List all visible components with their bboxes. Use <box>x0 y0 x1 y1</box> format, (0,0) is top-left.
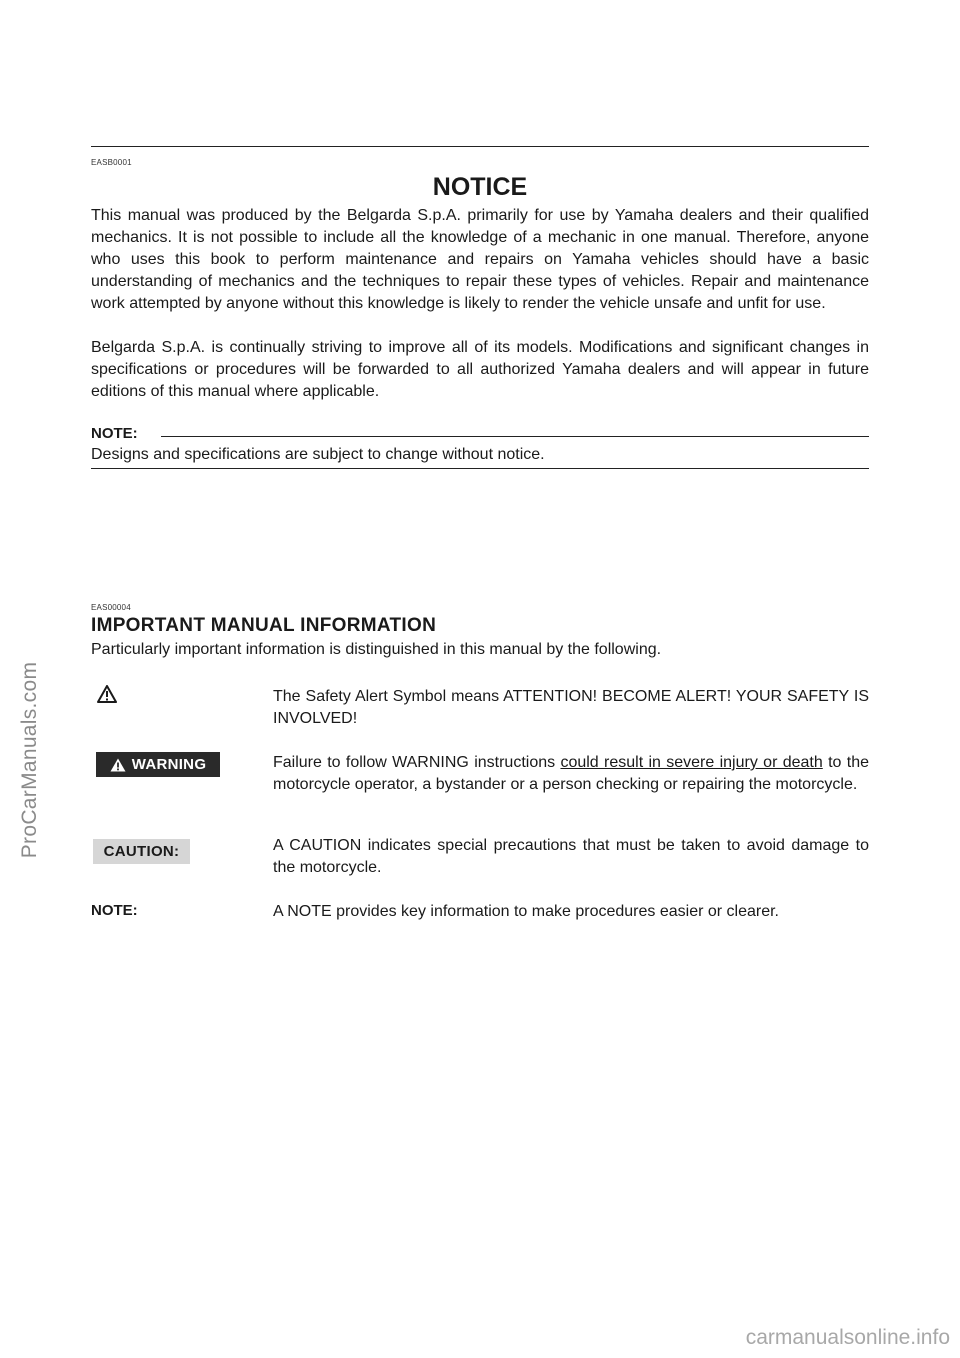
notice-title: NOTICE <box>432 173 528 201</box>
caution-badge: CAUTION: <box>93 839 190 864</box>
bottom-watermark: carmanualsonline.info <box>745 1326 950 1349</box>
info-note-text: A NOTE provides key information to make procedures easier or clearer. <box>273 903 779 920</box>
caution-text: A CAUTION indicates special precautions that must be taken to avoid damage to the motorcycle. <box>273 837 869 876</box>
warning-text-underlined: could result in severe injury or death <box>560 754 823 771</box>
info-title: IMPORTANT MANUAL INFORMATION <box>91 615 437 636</box>
info-intro: Particularly important information is distinguished in this manual by the following. <box>91 641 662 658</box>
notice-paragraph-2: Belgarda S.p.A. is continually striving to improve all of its models. Modifications and significant changes in specifications or procedures will be forwarded to all authorized Yamaha dealers and will appear in future editions of this manual where applicable. <box>91 339 869 400</box>
notice-bottom-rule <box>91 468 869 469</box>
safety-alert-text: The Safety Alert Symbol means ATTENTION! BECOME ALERT! YOUR SAFETY IS INVOLVED! <box>273 688 869 727</box>
warning-text <box>273 752 869 796</box>
note-rule <box>161 436 869 437</box>
warning-badge-icon <box>110 758 126 772</box>
warning-triangle-icon <box>97 685 117 703</box>
notice-note-text: Designs and specifications are subject to change without notice. <box>91 446 545 463</box>
warning-text-start: Failure to follow WARNING instructions <box>273 754 561 771</box>
warning-text-end: to the motorcycle operator, a bystander or a person checking or repairing the motorcycle. <box>273 754 870 793</box>
warning-label: WARNING <box>131 756 207 773</box>
info-note-label: NOTE: <box>91 902 138 919</box>
warning-badge <box>96 752 220 777</box>
notice-paragraph-1: This manual was produced by the Belgarda S.p.A. primarily for use by Yamaha dealers and their qualified mechanics. It is not possible to include all the knowledge of a mechanic in one manual. Therefore, anyone who uses this book to perform maintenance and repairs on Yamaha vehicles should have a basic understanding of mechanics and the techniques to repair these types of vehicles. Repair and maintenance work attempted by anyone without this knowledge is likely to render the vehicle unsafe and unfit for use. <box>91 207 869 312</box>
notice-code: EASB0001 <box>91 158 132 167</box>
info-code: EAS00004 <box>91 603 131 612</box>
top-rule <box>91 146 869 147</box>
side-watermark: ProCarManuals.com <box>18 661 41 859</box>
notice-note-label: NOTE: <box>91 425 138 442</box>
